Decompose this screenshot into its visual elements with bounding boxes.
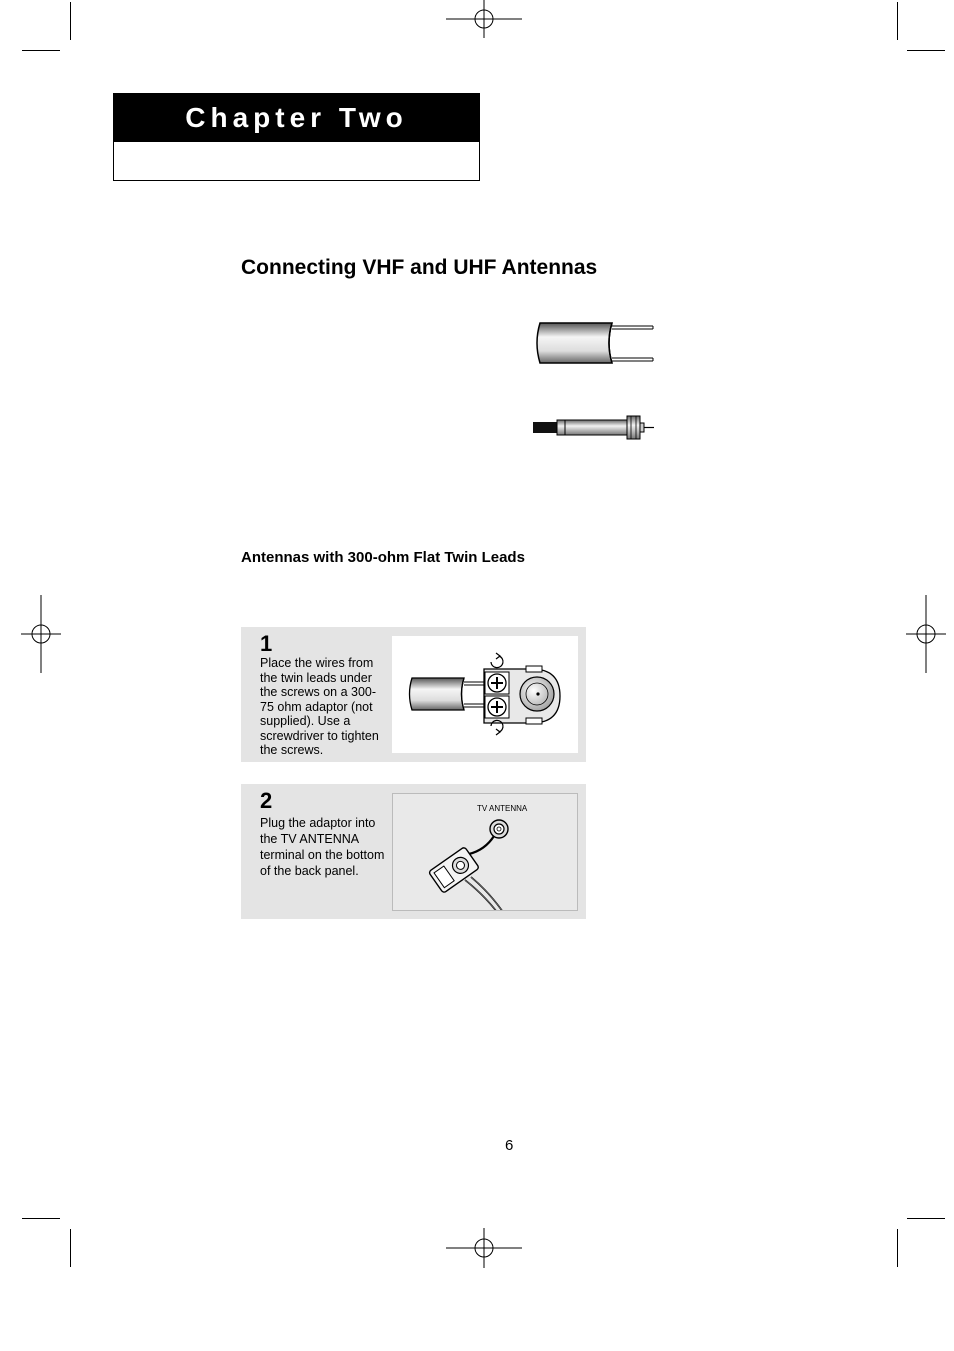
registration-mark-icon: [444, 1228, 524, 1268]
coaxial-cable-icon: [530, 412, 660, 444]
crop-mark: [907, 1218, 945, 1219]
section-title: Connecting VHF and UHF Antennas: [241, 256, 598, 279]
registration-mark-icon: [21, 595, 61, 673]
step-number: 2: [260, 788, 273, 813]
step-number: 1: [260, 631, 273, 656]
step-text: Place the wires from the twin leads under the screws on a 300-75 ohm adaptor (not supplied). Use a screwdriver to tighten the screws.: [260, 656, 379, 757]
page-number: 6: [505, 1137, 514, 1154]
registration-mark-icon: [906, 595, 946, 673]
adaptor-screws-icon: [392, 636, 578, 753]
step-image: [392, 793, 578, 911]
subsection-title: Antennas with 300-ohm Flat Twin Leads: [241, 549, 525, 566]
crop-mark: [897, 2, 898, 40]
crop-mark: [70, 2, 71, 40]
step-text: Plug the adaptor into the TV ANTENNA terminal on the bottom of the back panel.: [260, 816, 385, 878]
crop-mark: [22, 50, 60, 51]
registration-mark-icon: [444, 0, 524, 40]
crop-mark: [897, 1229, 898, 1267]
crop-mark: [907, 50, 945, 51]
crop-mark: [22, 1218, 60, 1219]
crop-mark: [70, 1229, 71, 1267]
step-panel: [241, 627, 586, 762]
step-panel: [241, 784, 586, 919]
step-image: [392, 636, 578, 753]
chapter-header: [113, 93, 480, 181]
twin-lead-cable-icon: [532, 318, 658, 370]
chapter-title: Chapter Two: [114, 94, 479, 142]
tv-antenna-label: TV ANTENNA: [477, 804, 528, 813]
